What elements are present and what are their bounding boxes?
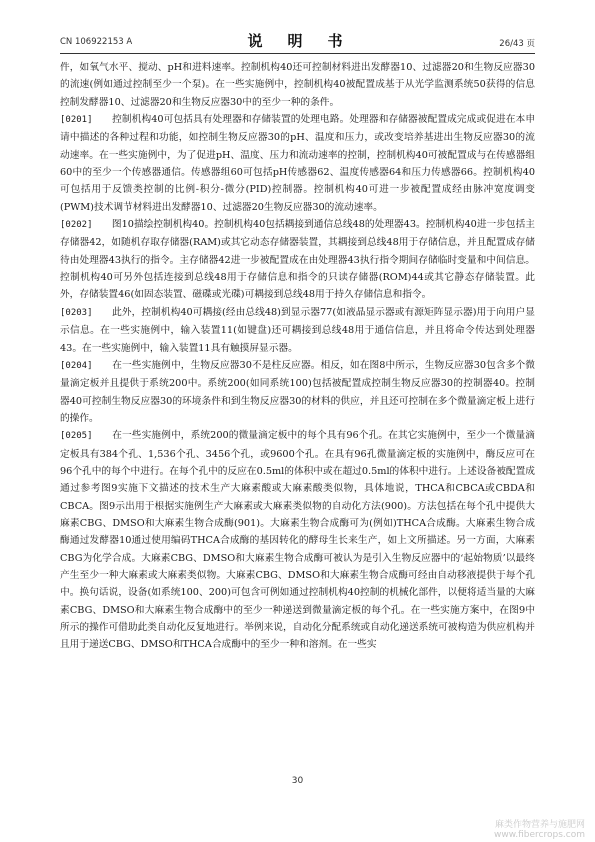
paragraph-number: [0201] xyxy=(60,115,93,126)
paragraph-number: [0205] xyxy=(60,431,93,442)
paragraph-text: 件，如氧气水平、搅动、pH和进料速率。控制机构40还可控制材料进出发酵器10、过滤器20和生物反应器30的流速(例如通过控制至少一个泵)。在一些实施例中，控制机构40被配置成基于从光学监测系统50获得的信息控制发酵器10、过滤器20和生物反应器30中的至少一种的条件。 xyxy=(60,62,535,108)
paragraph-0205 xyxy=(60,427,535,653)
publication-number: CN 106922153 A xyxy=(60,37,133,47)
paragraph-text: 在一些实施例中，系统200的微量滴定板中的每个具有96个孔。在其它实施例中，至少一个微量滴定板具有384个孔、1,536个孔、3456个孔，或9600个孔。在具有96孔微量滴定板的实施例中，酶反应可在96个孔中的每个中进行。在每个孔中的反应在0.5ml的体积中或在超过0.5ml的体积中进行。上述设备被配置成通过参考图9实施下文描述的技术生产大麻素酸或大麻素酸类似物，具体地说，THCA和CBCA或CBDA和CBCA。图9示出用于根据实施例生产大麻素或大麻素类似物的自动化方法(900)。方法包括在每个孔中提供大麻素CBG、DMSO和大麻素生物合成酶(901)。大麻素生物合成酶可为(例如)THCA合成酶。大麻素生物合成酶通过发酵器10通过使用编码THCA合成酶的基因转化的酵母生长来生产，如上文所描述。另一方面，大麻素CBG为化学合成。大麻素CBG、DMSO和大麻素生物合成酶可被认为是引入生物反应器中的‘起始物质’以最终产生至少一种大麻素或大麻素类似物。大麻素CBG、DMSO和大麻素生物合成酶可经由自动移液提供于每个孔中。换句话说，设备(如系统100、200)可包含可例如通过控制机构40控制的机械化部件，以便将适当量的大麻素CBG、DMSO和大麻素生物合成酶中的至少一种递送到微量滴定板的每个孔。在一些实施方案中，在图9中所示的操作可借助此类自动化反复地进行。举例来说，自动化分配系统或自动化递送系统可被构造为供应机构并且用于递送CBG、DMSO和THCA合成酶中的至少一种和溶剂。在一些实 xyxy=(60,430,535,651)
page-number: 30 xyxy=(291,776,304,786)
paragraph-0202 xyxy=(60,216,535,304)
paragraph-number: [0203] xyxy=(60,307,93,318)
site-watermark xyxy=(494,820,585,840)
header-rule xyxy=(60,53,535,54)
paragraph-0203 xyxy=(60,304,535,357)
paragraph-text: 控制机构40可包括具有处理器和存储装置的处理电路。处理器和存储器被配置成完成或促进在本申请中描述的各种过程和功能，如控制生物反应器30的pH、温度和压力，或改变培养基进出生物反应器30的流动速率。在一些实施例中，为了促进pH、温度、压力和流动速率的控制，控制机构40可被配置成与在传感器组60中的至少一个传感器通信。传感器组60可包括pH传感器62、温度传感器64和压力传感器66。控制机构40可包括用于反馈类控制的比例-积分-微分(PID)控制器。控制机构40可进一步被配置成经由脉冲宽度调变(PWM)技术调节材料进出发酵器10、过滤器20生物反应器30的流动速率。 xyxy=(60,114,535,213)
paragraph-text: 图10描绘控制机构40。控制机构40包括耦接到通信总线48的处理器43。控制机构40进一步包括主存储器42，如随机存取存储器(RAM)或其它动态存储器装置，其耦接到总线48用于存储信息，并且配置成存储待由处理器43执行的指令。主存储器42进一步被配置成在由处理器43执行指令期间存储临时变量和中间信息。控制机构40可另外包括连接到总线48用于存储信息和指令的只读存储器(ROM)44或其它静态存储装置。此外，存储装置46(如固态装置、磁碟或光碟)可耦接到总线48用于持久存储信息和指令。 xyxy=(60,219,535,301)
page-counter: 26/43 页 xyxy=(499,39,535,49)
paragraph-text: 此外，控制机构40可耦接(经由总线48)到显示器77(如液晶显示器或有源矩阵显示器)用于向用户显示信息。在一些实施例中，输入装置11(如键盘)还可耦接到总线48用于通信信息，并且将命令传达到处理器43。在一些实施例中，输入装置11具有触摸屏显示器。 xyxy=(60,306,535,354)
paragraph-0201 xyxy=(60,111,535,216)
paragraph-number: [0202] xyxy=(60,220,93,231)
paragraph-continuation xyxy=(60,59,535,111)
document-title: 说 明 书 xyxy=(247,32,348,50)
watermark-line: www.fibercrops.com xyxy=(494,830,585,840)
paragraph-number: [0204] xyxy=(60,360,93,371)
watermark-line: 麻类作物营养与施肥网 xyxy=(494,820,585,830)
paragraph-0204 xyxy=(60,357,535,427)
paragraph-text: 在一些实施例中，生物反应器30不是柱反应器。相反，如在图8中所示，生物反应器30包含多个微量滴定板并且提供于系统200中。系统200(如同系统100)包括被配置成控制生物反应器30的控制器40。控制器40可控制生物反应器30的环境条件和到生物反应器30的材料的供应，并且还可控制在多个微量滴定板上进行的操作。 xyxy=(60,359,535,424)
page-header xyxy=(60,27,535,51)
document-body xyxy=(60,59,535,745)
